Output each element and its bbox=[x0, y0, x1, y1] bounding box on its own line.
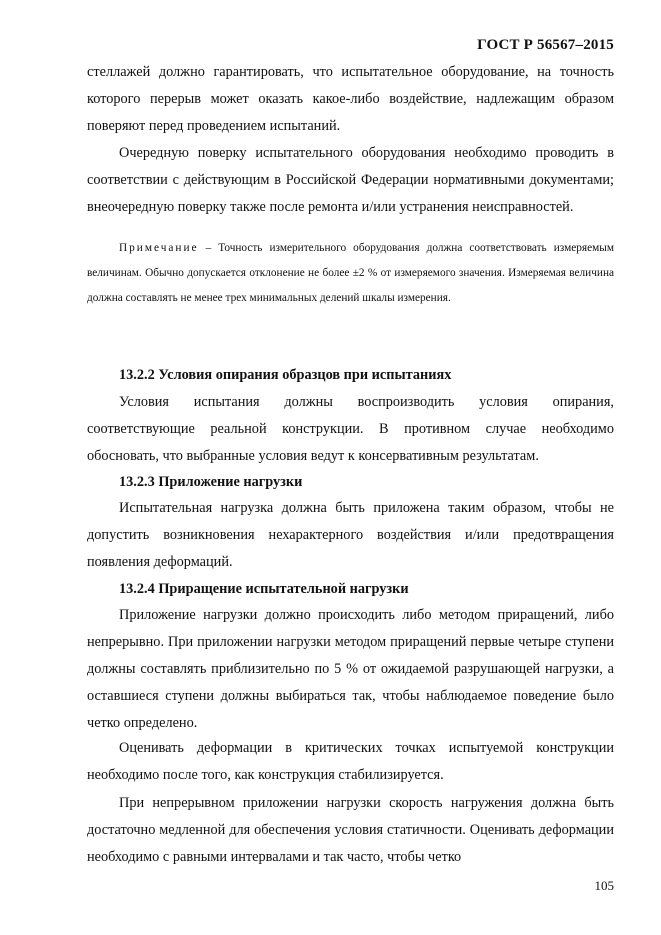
paragraph-5: Приложение нагрузки должно происходить либо методом приращений, либо непрерывно. При приложении нагрузки методом приращений первые четыре ступени должны составлять приблизительно по 5 % от ожидаемой разрушающей нагрузки, а оставшиеся ступени должны выбираться так, чтобы наблюдаемое поведение было четко определено. bbox=[87, 607, 614, 731]
paragraph-4: Испытательная нагрузка должна быть приложена таким образом, чтобы не допустить возникновения нехарактерного воздействия и/или предотвращения появления деформаций. bbox=[87, 500, 614, 570]
paragraph-3: Условия испытания должны воспроизводить условия опирания, соответствующие реальной конструкции. В противном случае необходимо обосновать, что выбранные условия ведут к консервативным результатам. bbox=[87, 394, 614, 464]
section-heading-13-2-4: 13.2.4 Приращение испытательной нагрузки bbox=[119, 581, 409, 597]
paragraph-2: Очередную поверку испытательного оборудования необходимо проводить в соответствии с действующим в Российской Федерации нормативными документами; внеочередную поверку также после ремонта и/или устранения неисправностей. bbox=[87, 145, 614, 215]
section-heading-13-2-3: 13.2.3 Приложение нагрузки bbox=[119, 474, 303, 490]
note bbox=[87, 236, 614, 311]
page-number: 105 bbox=[594, 878, 614, 893]
note-lead: Примечание bbox=[119, 242, 199, 254]
paragraph-7: При непрерывном приложении нагрузки скорость нагружения должна быть достаточно медленной для обеспечения условия статичности. Оценивать деформации необходимо с равными интервалами и так часто, чтобы четко bbox=[87, 795, 614, 865]
paragraph-6: Оценивать деформации в критических точках испытуемой конструкции необходимо после того, как конструкция стабилизируется. bbox=[87, 740, 614, 783]
note-text: – Точность измерительного оборудования должна соответствовать измеряемым величинам. Обычно допускается отклонение не более ±2 % от измеряемого значения. Измеряемая величина должна составлять не менее трех минимальных делений шкалы измерения. bbox=[87, 242, 614, 304]
section-heading-13-2-2: 13.2.2 Условия опирания образцов при испытаниях bbox=[119, 367, 452, 383]
paragraph-1: стеллажей должно гарантировать, что испытательное оборудование, на точность которого перерыв может оказать какое-либо воздействие, надлежащим образом поверяют перед проведением испытаний. bbox=[87, 64, 614, 134]
standard-header: ГОСТ Р 56567–2015 bbox=[477, 37, 614, 53]
